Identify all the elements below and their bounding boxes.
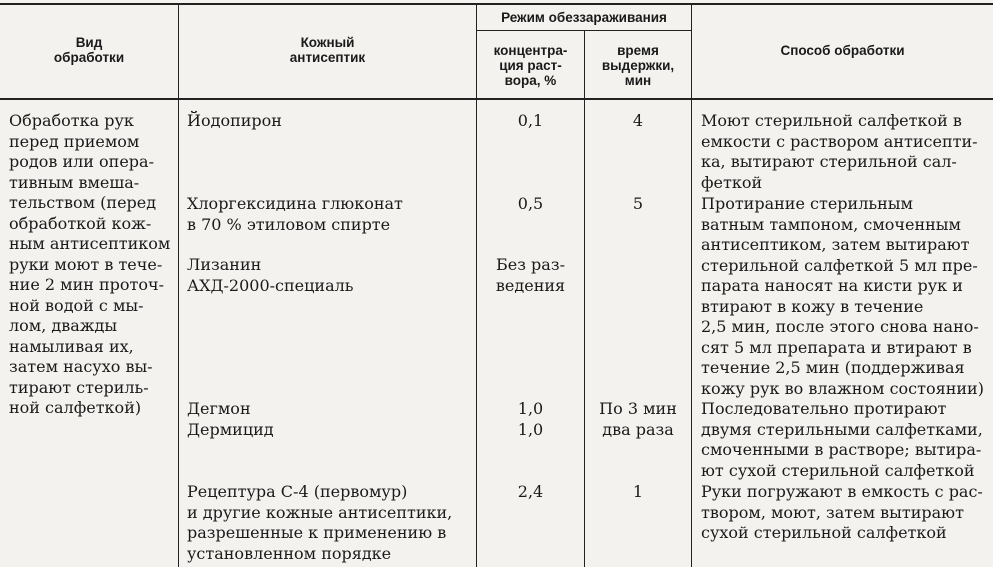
row4-method: Последовательно протирают двумя стерильными салфетками, смоченными в растворе; вытира- ют сухой стерильной салфеткой <box>701 399 983 480</box>
row1-method: Моют стерильной салфеткой в емкости с раствором антисепти- ка, вытирают стерильной сал- феткой <box>701 111 978 192</box>
row5-concentration: 2,4 <box>517 482 544 501</box>
row2-method: Протирание стерильным ватным тампоном, смоченным антисептиком, затем вытирают стерильной салфеткой 5 мл пре- парата наносят на кисти рук и втирают в кожу в течение 2,5 мин, после этого снова нано- сят 5 мл препарата и втирают в течение 2,5 мин (поддерживая кожу рук во влажном состоянии) <box>701 194 984 398</box>
row1-time: 4 <box>632 111 644 130</box>
treatment-type-cell: Обработка рук перед приемом родов или опера- тивным вмеша- тельством (перед обработкой кож- ным антисептиком руки моют в тече- ние 2 мин проточ- ной водой с мы- лом, дважды намыливая их, затем насухо вы- тирают стериль- ной салфеткой) <box>9 111 171 417</box>
table-top-rule <box>0 3 993 5</box>
header-method: Способ обработки <box>780 43 905 58</box>
row5-method: Руки погружают в емкость с рас- твором, моют, затем вытирают сухой стерильной салфеткой <box>701 482 983 542</box>
header-antiseptic: Кожный антисептик <box>289 35 366 65</box>
row2-antiseptic: Хлоргексидина глюконат в 70 % этиловом спирте <box>187 194 403 234</box>
row1-concentration: 0,1 <box>517 111 544 130</box>
row3-concentration: Без раз- ведения <box>495 255 566 295</box>
row2-concentration: 0,5 <box>517 194 544 213</box>
row4-antiseptic: Дегмон Дермицид <box>187 399 274 439</box>
row3-antiseptic: Лизанин АХД-2000-специаль <box>187 255 354 295</box>
row4-time: По 3 мин два раза <box>599 399 677 439</box>
row5-time: 1 <box>632 482 644 501</box>
header-concentration: концентра- ция раст- вора, % <box>493 43 568 88</box>
col-divider-4 <box>691 3 692 567</box>
row4-concentration: 1,0 1,0 <box>517 399 544 439</box>
header-type-of-treatment: Вид обработки <box>53 35 125 65</box>
row2-time: 5 <box>632 194 644 213</box>
header-exposure-time: время выдержки, мин <box>601 43 675 88</box>
header-bottom-rule <box>0 98 993 100</box>
col-divider-1 <box>178 3 179 567</box>
header-disinfection-mode: Режим обеззараживания <box>501 10 667 25</box>
row1-antiseptic: Йодопирон <box>187 111 282 130</box>
row5-antiseptic: Рецептура С-4 (первомур) и другие кожные антисептики, разрешенные к применению в установленном порядке <box>187 482 453 563</box>
